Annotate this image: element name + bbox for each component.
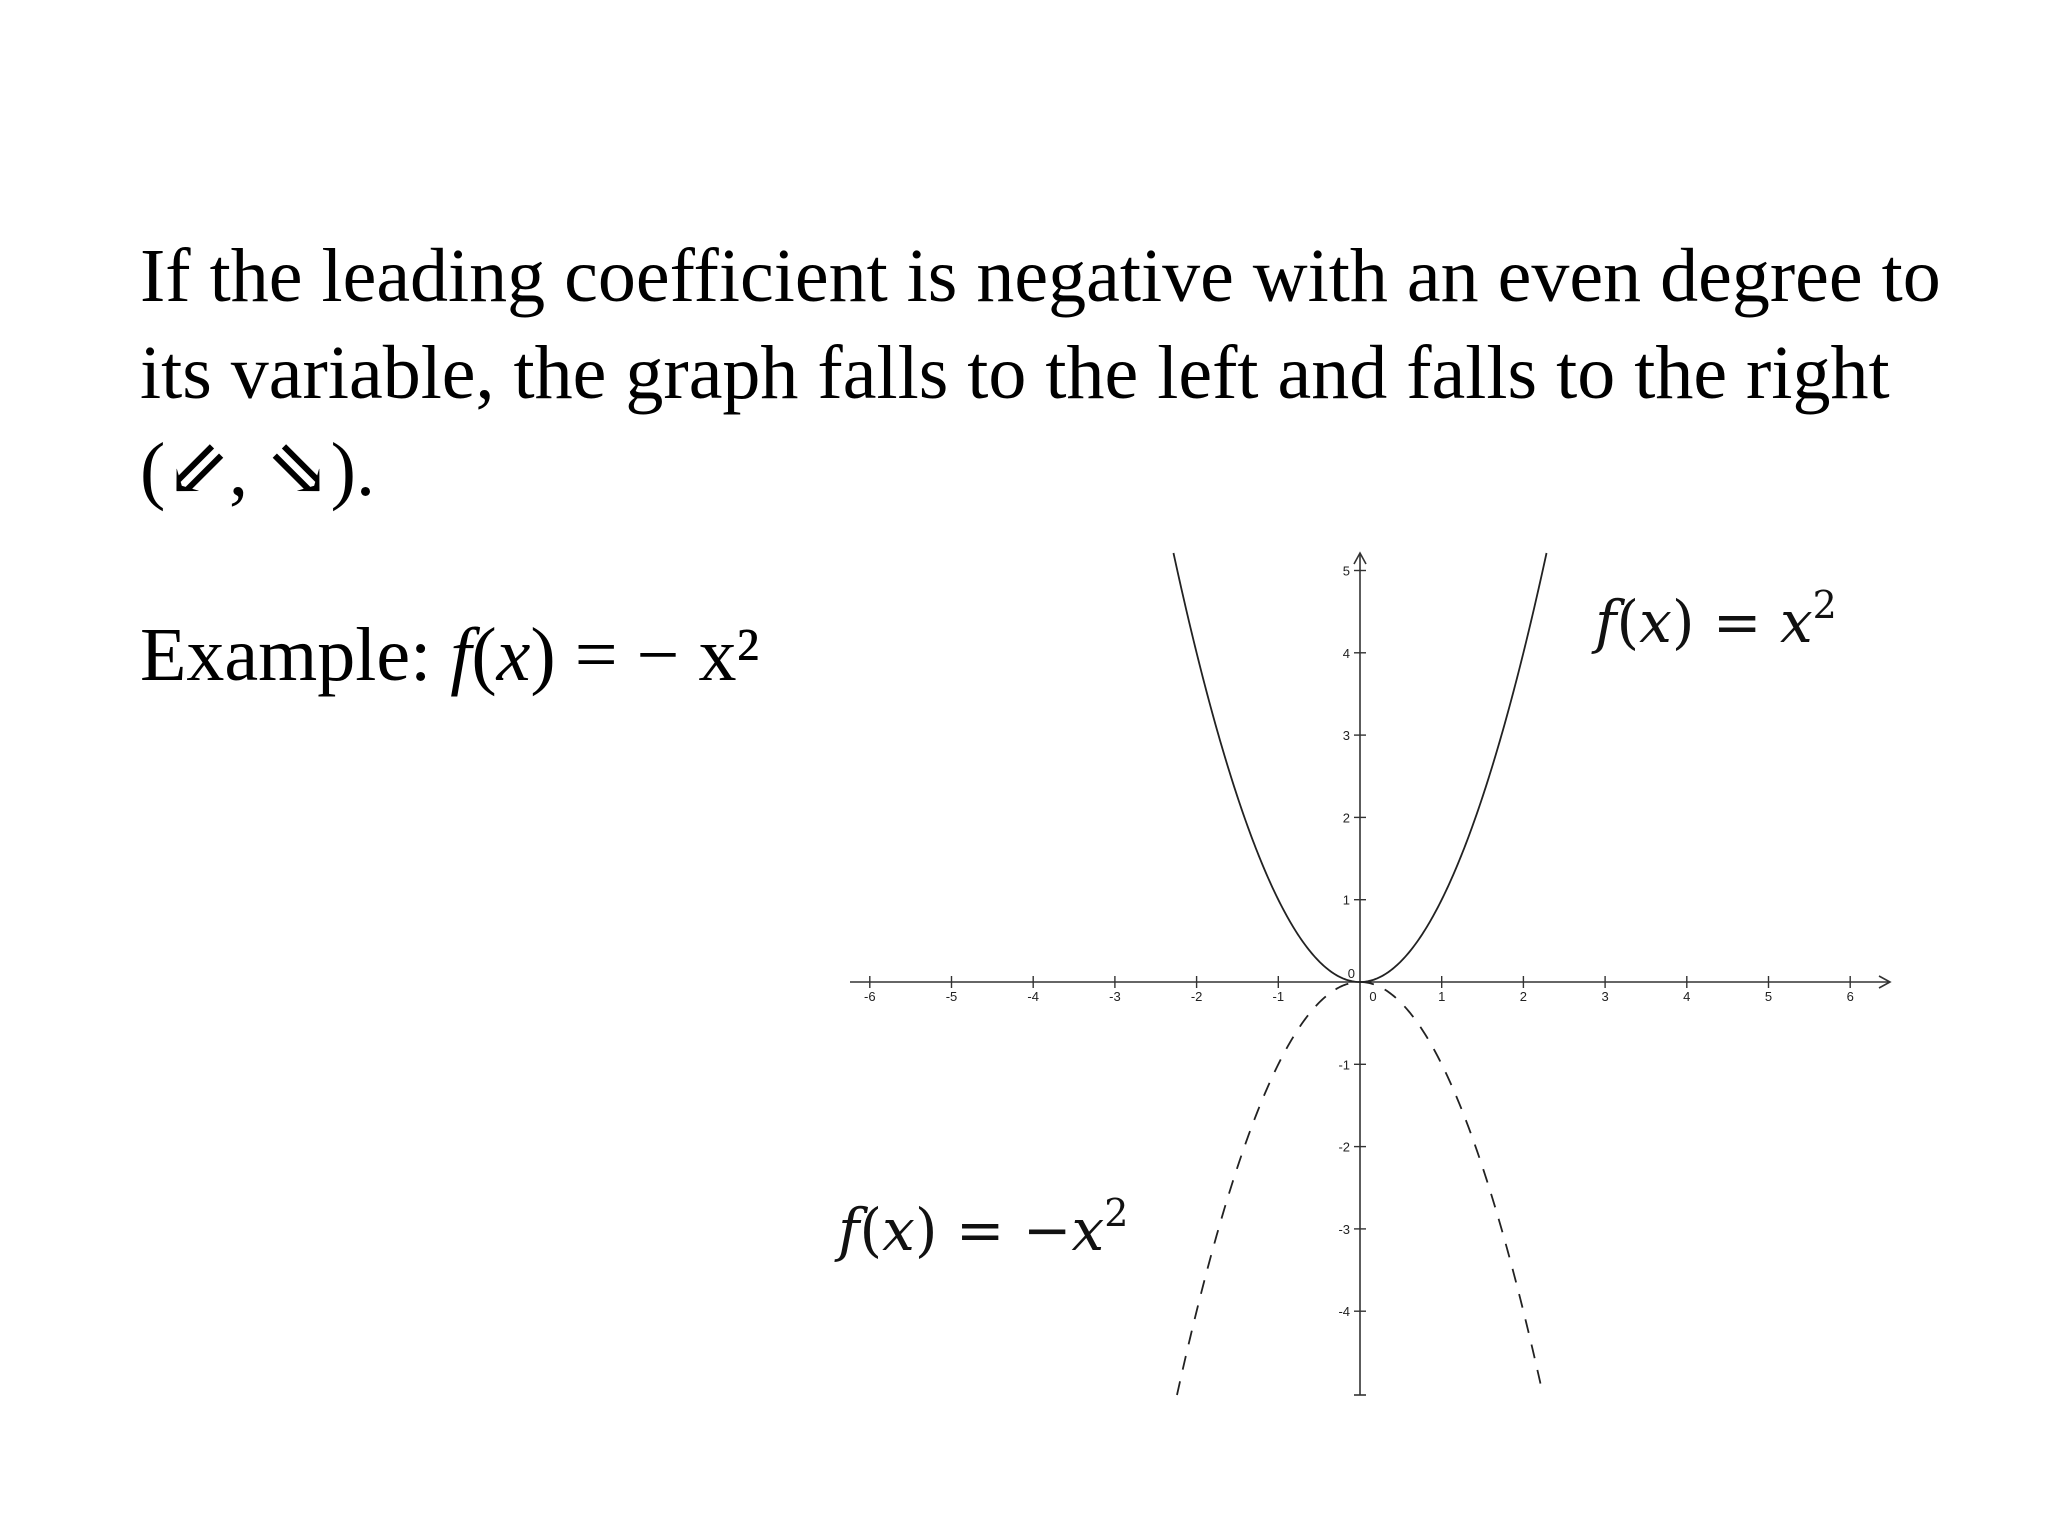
label-neg-mid: ) = − <box>914 1196 1072 1264</box>
y-tick-label: 0 <box>1347 966 1355 981</box>
x-tick-label: 3 <box>1601 989 1609 1004</box>
x-tick-label: 0 <box>1369 989 1377 1004</box>
example-x: x <box>496 613 531 697</box>
example-prefix: Example: <box>140 613 451 697</box>
x-tick-label: -3 <box>1109 989 1121 1004</box>
x-tick-label: 2 <box>1519 989 1528 1004</box>
y-tick-label: -2 <box>1338 1139 1350 1155</box>
x-tick-label: -5 <box>945 989 958 1004</box>
label-neg-x: x <box>882 1196 915 1264</box>
label-neg-sup: 2 <box>1104 1191 1129 1235</box>
label-f-x-squared <box>1591 583 1837 656</box>
label-pos-f: f <box>1595 588 1617 656</box>
y-tick-label: 2 <box>1342 810 1350 826</box>
example-rest: ) = − x² <box>530 613 760 697</box>
x-tick-label: -1 <box>1272 989 1285 1004</box>
x-tick-label: 5 <box>1764 989 1773 1004</box>
x-tick-label: 4 <box>1683 989 1691 1004</box>
y-tick-label: 3 <box>1342 728 1350 744</box>
label-neg-f: f <box>838 1196 860 1264</box>
label-pos-x2: x <box>1779 588 1813 656</box>
label-neg-open: ( <box>859 1196 883 1264</box>
x-tick-label: 6 <box>1846 989 1854 1004</box>
x-tick-label: 1 <box>1438 989 1446 1004</box>
body-text: If the leading coefficient is negative with an even degree to its variable, the graph falls to the left and falls to the right (⇙, ⇘). <box>140 234 1941 512</box>
y-tick-label: -1 <box>1338 1057 1350 1073</box>
example-open: ( <box>471 613 497 697</box>
x-tick-label: -6 <box>864 989 876 1004</box>
label-pos-mid: ) = <box>1671 588 1780 656</box>
label-neg-x2: x <box>1071 1196 1105 1264</box>
axes <box>850 553 1890 1395</box>
y-tick-label: 5 <box>1342 563 1350 579</box>
y-tick-label: 4 <box>1342 645 1350 661</box>
y-tick-label: 1 <box>1342 892 1350 908</box>
x-tick-label: -2 <box>1190 989 1203 1004</box>
label-pos-x: x <box>1639 588 1672 656</box>
example-f: f <box>450 613 472 697</box>
y-tick-label: -3 <box>1338 1221 1350 1237</box>
label-pos-sup: 2 <box>1812 583 1837 627</box>
y-tick-label: -4 <box>1338 1304 1350 1320</box>
x-tick-label: -4 <box>1027 989 1039 1004</box>
label-f-neg-x-squared <box>834 1191 1128 1264</box>
label-pos-open: ( <box>1616 588 1640 656</box>
